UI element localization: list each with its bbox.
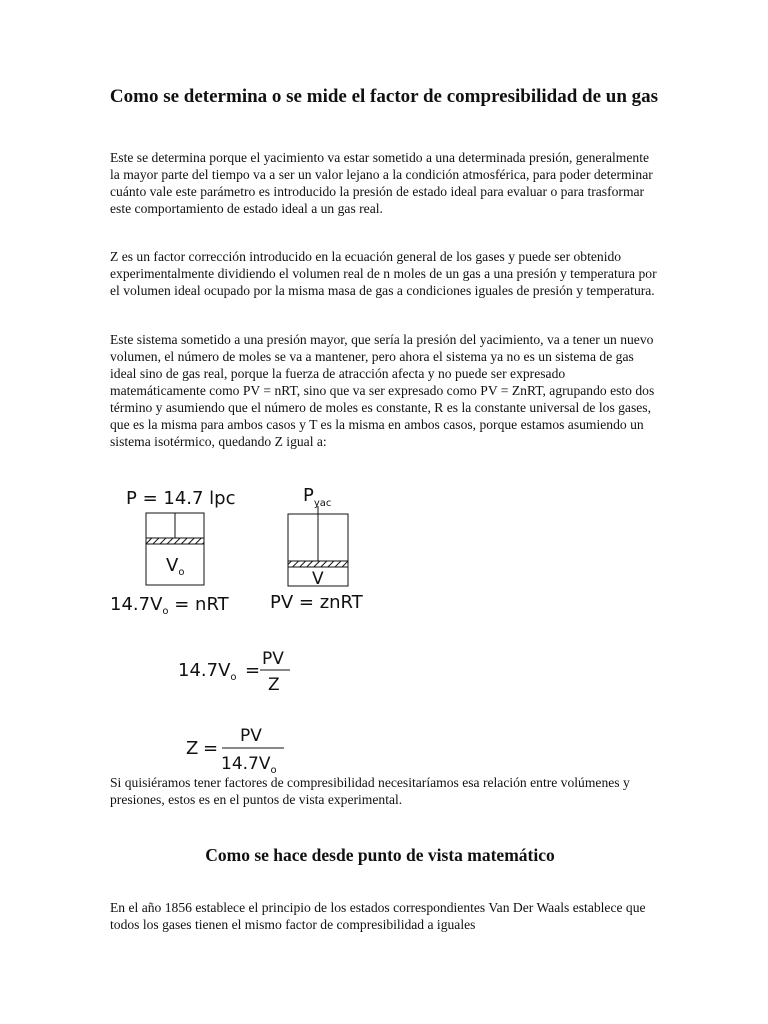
- left-piston: [146, 538, 204, 544]
- formula-2: [186, 726, 284, 776]
- right-volume-label: V: [312, 569, 324, 589]
- page-title: Como se determina o se mide el factor de compresibilidad de un gas: [109, 86, 659, 107]
- figure-svg: [100, 476, 480, 776]
- left-equation: $14.7V_o$ = nRT: [110, 594, 229, 617]
- right-equation: PV = znRT: [270, 592, 363, 613]
- formula-1-equals: =: [245, 660, 261, 681]
- paragraph-3: Este sistema sometido a una presión mayor, que sería la presión del yacimiento, va a tener un nuevo volumen, el número de moles se va a mantener, pero ahora el sistema ya no es un sistema de gas ideal sino de gas real, porque la fuerza de atracción afecta y no puede ser expresado matemáticamente como PV = nRT, sino que va ser expresado como PV = ZnRT, agrupando esto dos término y asumiendo que el número de moles es constante, R es la constante universal de los gases, que es la misma para ambos casos y T es la misma en ambos casos, porque estamos asumiendo un sistema isotérmico, quedando Z igual a:: [110, 332, 655, 449]
- left-cylinder: [110, 488, 236, 617]
- formula-2-denominator: $14.7V_o$: [221, 754, 277, 776]
- formula-2-equals: =: [203, 738, 219, 759]
- left-volume-label: $V_o$: [166, 555, 185, 578]
- formula-1: [178, 649, 290, 695]
- formula-1-numerator: PV: [262, 649, 284, 669]
- formula-2-numerator: PV: [240, 726, 262, 746]
- right-piston: [288, 561, 348, 567]
- right-cylinder: [270, 485, 364, 613]
- paragraph-1: Este se determina porque el yacimiento va estar sometido a una determinada presión, generalmente la mayor parte del tiempo va a ser un valor lejano a la condición atmosférica, para poder determinar cuánto vale este parámetro es introducido la presión de estado ideal para evaluar o para trasformar este comportamiento de estado ideal a un gas real.: [110, 150, 653, 216]
- paragraph-2: Z es un factor corrección introducido en la ecuación general de los gases y puede ser obtenido experimentalmente dividiendo el volumen real de n moles de un gas a una presión y temperatura por el volumen ideal ocupado por la misma masa de gas a condiciones iguales de presión y temperatura.: [110, 249, 657, 298]
- formula-1-lhs: $14.7V_o$: [178, 660, 237, 683]
- compressibility-figure: [100, 476, 480, 776]
- formula-1-denominator: Z: [268, 675, 280, 695]
- paragraph-5: En el año 1856 establece el principio de los estados correspondientes Van Der Waals establece que todos los gases tienen el mismo factor de compresibilidad a iguales: [110, 900, 646, 932]
- section-heading: Como se hace desde punto de vista matemático: [205, 845, 555, 865]
- right-pressure-label: $P_{yac}$: [303, 485, 332, 509]
- formula-2-lhs: Z: [186, 738, 199, 759]
- paragraph-4: Si quisiéramos tener factores de compresibilidad necesitaríamos esa relación entre volúmenes y presiones, estos es en el puntos de vista experimental.: [110, 775, 630, 807]
- left-pressure-label: P = 14.7 lpc: [126, 488, 236, 509]
